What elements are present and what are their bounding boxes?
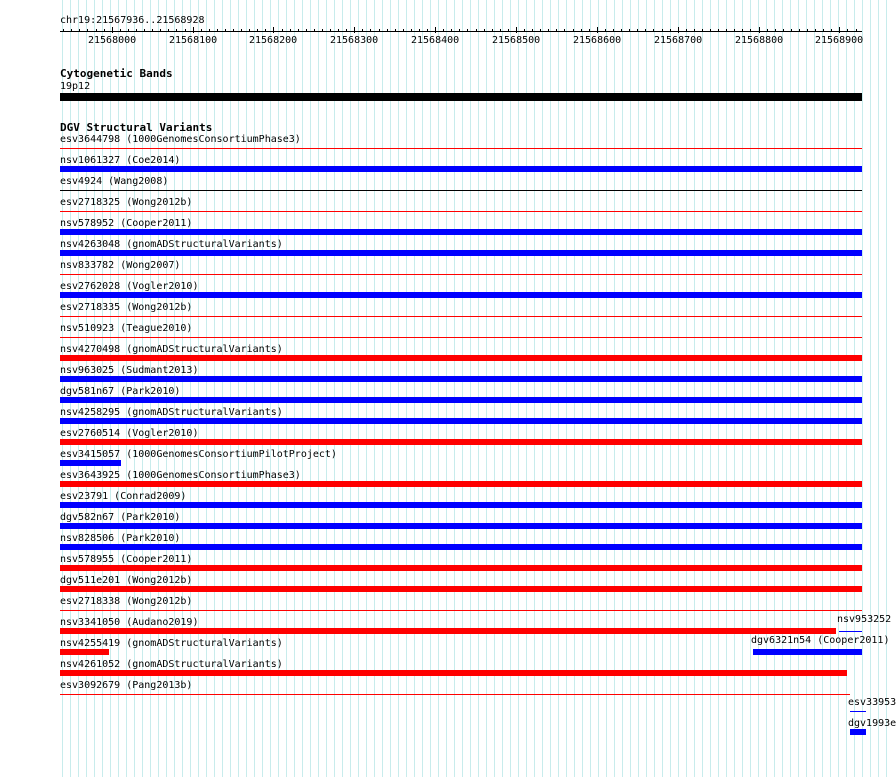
grid-line <box>742 0 743 777</box>
dgv-feature-label[interactable]: nsv963025 (Sudmant2013) <box>60 365 199 376</box>
grid-line <box>654 0 655 777</box>
ruler-tick <box>71 29 72 32</box>
dgv-feature-bar[interactable] <box>60 628 836 634</box>
ruler-tick <box>136 29 137 32</box>
dgv-feature-label[interactable]: esv3415057 (1000GenomesConsortiumPilotProject) <box>60 449 337 460</box>
ruler-tick <box>613 29 614 32</box>
dgv-feature-bar[interactable] <box>60 670 847 676</box>
ruler-tick <box>686 29 687 32</box>
ruler-tick <box>459 29 460 32</box>
grid-line <box>806 0 807 777</box>
grid-line <box>486 0 487 777</box>
dgv-feature-label[interactable]: esv3092679 (Pang2013b) <box>60 680 193 691</box>
ruler-tick <box>322 29 323 32</box>
ruler-tick <box>273 27 274 33</box>
grid-line <box>862 0 863 777</box>
dgv-feature-label[interactable]: esv2762028 (Vogler2010) <box>60 281 199 292</box>
grid-line <box>814 0 815 777</box>
ruler-tick <box>734 29 735 32</box>
ruler-tick <box>589 29 590 32</box>
ruler-tick <box>185 29 186 32</box>
grid-line <box>310 0 311 777</box>
ruler-tick <box>847 29 848 32</box>
dgv-feature-bar[interactable] <box>60 166 862 172</box>
grid-line <box>718 0 719 777</box>
ruler-tick <box>96 29 97 32</box>
ruler-tick <box>605 29 606 32</box>
grid-line <box>878 0 879 777</box>
grid-line <box>422 0 423 777</box>
grid-line <box>870 0 871 777</box>
grid-line <box>582 0 583 777</box>
ruler-tick <box>225 29 226 32</box>
grid-line <box>374 0 375 777</box>
ruler-tick <box>516 27 517 33</box>
grid-line <box>638 0 639 777</box>
grid-line <box>846 0 847 777</box>
dgv-feature-label[interactable]: nsv578952 (Cooper2011) <box>60 218 193 229</box>
ruler-tick <box>678 27 679 33</box>
ruler-tick <box>484 29 485 32</box>
grid-line <box>478 0 479 777</box>
ruler-position: chr19:21567936..21568928 <box>60 15 205 26</box>
dgv-feature-bar[interactable] <box>60 439 862 445</box>
grid-line <box>566 0 567 777</box>
ruler-tick <box>750 29 751 32</box>
dgv-feature-label[interactable]: esv2718338 (Wong2012b) <box>60 596 193 607</box>
ruler-tick <box>370 29 371 32</box>
grid-line <box>726 0 727 777</box>
ruler-tick <box>241 29 242 32</box>
grid-line <box>702 0 703 777</box>
ruler-tick <box>265 29 266 32</box>
ruler-tick <box>112 27 113 33</box>
grid-line <box>838 0 839 777</box>
grid-line <box>518 0 519 777</box>
dgv-feature-bar[interactable] <box>60 649 109 655</box>
ruler-tick <box>621 29 622 32</box>
ruler-tick <box>694 29 695 32</box>
grid-line <box>510 0 511 777</box>
ruler-tick <box>79 29 80 32</box>
grid-line <box>782 0 783 777</box>
ruler-tick <box>87 29 88 32</box>
dgv-extra-feature-label[interactable]: nsv953252 <box>837 614 892 625</box>
dgv-feature-label[interactable]: nsv578955 (Cooper2011) <box>60 554 193 565</box>
ruler-tick <box>645 29 646 32</box>
ruler-tick-label: 21568000 <box>88 35 137 46</box>
dgv-feature-bar[interactable] <box>60 586 862 592</box>
ruler-tick <box>573 29 574 32</box>
ruler-tick <box>387 29 388 32</box>
ruler-tick-label: 21568100 <box>169 35 218 46</box>
ruler-tick <box>403 29 404 32</box>
ruler-tick <box>815 29 816 32</box>
ruler-tick <box>492 29 493 32</box>
ruler-tick <box>742 29 743 32</box>
grid-line <box>526 0 527 777</box>
ruler-tick <box>306 29 307 32</box>
grid-line <box>830 0 831 777</box>
dgv-tail-feature-bar[interactable] <box>850 729 866 735</box>
grid-line <box>446 0 447 777</box>
ruler-tick <box>476 29 477 32</box>
grid-line <box>694 0 695 777</box>
dgv-feature-label[interactable]: esv4924 (Wang2008) <box>60 176 169 187</box>
ruler-tick <box>500 29 501 32</box>
ruler-tick <box>160 29 161 32</box>
ruler-tick <box>338 29 339 32</box>
grid-line <box>286 0 287 777</box>
cytoband-bar[interactable] <box>60 93 862 101</box>
dgv-feature-bar[interactable] <box>60 292 862 298</box>
ruler-tick <box>435 27 436 33</box>
grid-line <box>470 0 471 777</box>
ruler-tick <box>467 29 468 32</box>
ruler-tick <box>120 29 121 32</box>
ruler-tick <box>411 29 412 32</box>
ruler-tick <box>823 29 824 32</box>
ruler-tick-label: 21568800 <box>735 35 784 46</box>
dgv-feature-label[interactable]: nsv833782 (Wong2007) <box>60 260 181 271</box>
ruler-tick <box>532 29 533 32</box>
dgv-feature-label[interactable]: esv23791 (Conrad2009) <box>60 491 187 502</box>
ruler-tick <box>128 29 129 32</box>
grid-line <box>790 0 791 777</box>
grid-line <box>334 0 335 777</box>
grid-line <box>542 0 543 777</box>
ruler-tick <box>767 29 768 32</box>
dgv-feature-bar[interactable] <box>60 355 862 361</box>
grid-line <box>822 0 823 777</box>
grid-line <box>406 0 407 777</box>
grid-line <box>454 0 455 777</box>
grid-line <box>678 0 679 777</box>
ruler-tick <box>783 29 784 32</box>
grid-line <box>670 0 671 777</box>
ruler-tick <box>443 29 444 32</box>
ruler-tick <box>419 29 420 32</box>
ruler-tick <box>201 29 202 32</box>
grid-line <box>558 0 559 777</box>
ruler-tick <box>791 29 792 32</box>
dgv-feature-label[interactable]: nsv4270498 (gnomADStructuralVariants) <box>60 344 283 355</box>
dgv-feature-label[interactable]: esv2718325 (Wong2012b) <box>60 197 193 208</box>
dgv-feature-label[interactable]: nsv4263048 (gnomADStructuralVariants) <box>60 239 283 250</box>
dgv-feature-label[interactable]: nsv4255419 (gnomADStructuralVariants) <box>60 638 283 649</box>
grid-line <box>494 0 495 777</box>
dgv-feature-label[interactable]: dgv511e201 (Wong2012b) <box>60 575 193 586</box>
dgv-feature-label[interactable]: esv3643925 (1000GenomesConsortiumPhase3) <box>60 470 301 481</box>
ruler-tick <box>629 29 630 32</box>
ruler-tick-label: 21568700 <box>654 35 703 46</box>
dgv-feature-label[interactable]: nsv4261052 (gnomADStructuralVariants) <box>60 659 283 670</box>
grid-line <box>550 0 551 777</box>
grid-line <box>614 0 615 777</box>
dgv-extra-feature-label[interactable]: dgv6321n54 (Cooper2011) <box>751 635 890 646</box>
ruler-tick <box>540 29 541 32</box>
dgv-feature-bar[interactable] <box>60 565 862 571</box>
dgv-feature-label[interactable]: nsv510923 (Teague2010) <box>60 323 193 334</box>
ruler-tick <box>193 27 194 33</box>
grid-line <box>574 0 575 777</box>
dgv-feature-bar[interactable] <box>60 190 862 191</box>
dgv-feature-bar[interactable] <box>60 376 862 382</box>
ruler-tick <box>670 29 671 32</box>
grid-line <box>398 0 399 777</box>
grid-line <box>414 0 415 777</box>
ruler-tick-label: 21568400 <box>411 35 460 46</box>
grid-line <box>342 0 343 777</box>
grid-line <box>390 0 391 777</box>
ruler-tick <box>726 29 727 32</box>
dgv-feature-label[interactable]: nsv828506 (Park2010) <box>60 533 181 544</box>
dgv-feature-label[interactable]: esv2760514 (Vogler2010) <box>60 428 199 439</box>
ruler-tick <box>839 27 840 33</box>
ruler-tick <box>508 29 509 32</box>
ruler-tick <box>831 29 832 32</box>
grid-line <box>622 0 623 777</box>
dgv-feature-label[interactable]: nsv3341050 (Audano2019) <box>60 617 199 628</box>
ruler-tick-label: 21568200 <box>249 35 298 46</box>
grid-line <box>326 0 327 777</box>
dgv-feature-bar[interactable] <box>60 502 862 508</box>
dgv-feature-bar[interactable] <box>60 610 862 611</box>
dgv-extra-feature-bar[interactable] <box>753 649 862 655</box>
grid-line <box>630 0 631 777</box>
grid-line <box>366 0 367 777</box>
grid-line <box>750 0 751 777</box>
dgv-feature-label[interactable]: dgv582n67 (Park2010) <box>60 512 181 523</box>
ruler-tick <box>290 29 291 32</box>
dgv-feature-bar[interactable] <box>60 229 862 235</box>
dgv-feature-label[interactable]: esv2718335 (Wong2012b) <box>60 302 193 313</box>
ruler-tick <box>799 29 800 32</box>
ruler-tick <box>807 29 808 32</box>
grid-line <box>382 0 383 777</box>
ruler-tick <box>152 29 153 32</box>
ruler-tick-label: 21568300 <box>330 35 379 46</box>
grid-line <box>734 0 735 777</box>
ruler-tick <box>637 29 638 32</box>
dgv-extra-feature-bar[interactable] <box>839 631 862 632</box>
ruler-tick <box>597 27 598 33</box>
ruler-tick <box>298 29 299 32</box>
ruler-tick <box>556 29 557 32</box>
ruler-tick <box>257 29 258 32</box>
grid-line <box>318 0 319 777</box>
ruler-tick <box>710 29 711 32</box>
grid-line <box>774 0 775 777</box>
dgv-feature-label[interactable]: nsv4258295 (gnomADStructuralVariants) <box>60 407 283 418</box>
grid-line <box>710 0 711 777</box>
grid-line <box>606 0 607 777</box>
ruler-tick <box>775 29 776 32</box>
ruler-tick <box>233 29 234 32</box>
dgv-feature-label[interactable]: dgv581n67 (Park2010) <box>60 386 181 397</box>
ruler-tick <box>581 29 582 32</box>
dgv-feature-bar[interactable] <box>60 337 862 338</box>
ruler-tick <box>362 29 363 32</box>
ruler-tick <box>662 29 663 32</box>
ruler-tick <box>427 29 428 32</box>
ruler-tick-label: 21568500 <box>492 35 541 46</box>
ruler-tick <box>176 29 177 32</box>
ruler-tick <box>104 29 105 32</box>
dgv-feature-bar[interactable] <box>60 148 862 149</box>
ruler-tick <box>168 29 169 32</box>
dgv-tail-feature-label[interactable]: esv33953 <box>848 697 896 708</box>
dgv-feature-bar[interactable] <box>60 694 850 695</box>
dgv-feature-bar[interactable] <box>60 544 862 550</box>
dgv-tail-feature-bar[interactable] <box>850 711 866 712</box>
ruler-tick-label: 21568900 <box>815 35 864 46</box>
grid-line <box>590 0 591 777</box>
dgv-feature-bar[interactable] <box>60 418 862 424</box>
ruler-tick <box>856 29 857 32</box>
grid-line <box>598 0 599 777</box>
grid-line <box>350 0 351 777</box>
dgv-feature-bar[interactable] <box>60 460 121 466</box>
ruler-tick <box>249 29 250 32</box>
ruler-tick <box>564 29 565 32</box>
dgv-feature-bar[interactable] <box>60 250 862 256</box>
ruler-tick <box>379 29 380 32</box>
grid-line <box>662 0 663 777</box>
ruler-tick <box>653 29 654 32</box>
ruler-tick <box>395 29 396 32</box>
ruler-tick <box>63 29 64 32</box>
grid-line <box>886 0 887 777</box>
grid-line <box>646 0 647 777</box>
ruler-tick <box>330 29 331 32</box>
ruler-tick <box>548 29 549 32</box>
ruler-tick <box>217 29 218 32</box>
grid-line <box>686 0 687 777</box>
grid-line <box>798 0 799 777</box>
ruler-tick <box>524 29 525 32</box>
grid-line <box>502 0 503 777</box>
dgv-feature-label[interactable]: esv3644798 (1000GenomesConsortiumPhase3) <box>60 134 301 145</box>
grid-line <box>758 0 759 777</box>
ruler-tick-label: 21568600 <box>573 35 622 46</box>
dgv-feature-bar[interactable] <box>60 274 862 275</box>
ruler-tick <box>314 29 315 32</box>
grid-line <box>534 0 535 777</box>
ruler-tick <box>354 27 355 33</box>
cytobands-title: Cytogenetic Bands <box>60 67 173 80</box>
grid-line <box>302 0 303 777</box>
grid-line <box>766 0 767 777</box>
cytoband-label: 19p12 <box>60 81 91 92</box>
dgv-feature-bar[interactable] <box>60 523 862 529</box>
grid-line <box>358 0 359 777</box>
ruler-tick <box>718 29 719 32</box>
dgv-feature-label[interactable]: nsv1061327 (Coe2014) <box>60 155 181 166</box>
dgv-feature-bar[interactable] <box>60 397 862 403</box>
ruler-tick <box>702 29 703 32</box>
ruler-tick <box>451 29 452 32</box>
dgv-feature-bar[interactable] <box>60 316 862 317</box>
grid-line <box>462 0 463 777</box>
grid-line <box>430 0 431 777</box>
ruler-tick <box>209 29 210 32</box>
ruler-tick <box>759 27 760 33</box>
dgv-feature-bar[interactable] <box>60 481 862 487</box>
ruler-tick <box>144 29 145 32</box>
dgv-tail-feature-label[interactable]: dgv1993e <box>848 718 896 729</box>
grid-line <box>294 0 295 777</box>
dgv-feature-bar[interactable] <box>60 211 862 212</box>
dgv-track-title: DGV Structural Variants <box>60 121 213 134</box>
grid-line <box>438 0 439 777</box>
ruler-tick <box>346 29 347 32</box>
ruler-tick <box>282 29 283 32</box>
grid-line <box>854 0 855 777</box>
